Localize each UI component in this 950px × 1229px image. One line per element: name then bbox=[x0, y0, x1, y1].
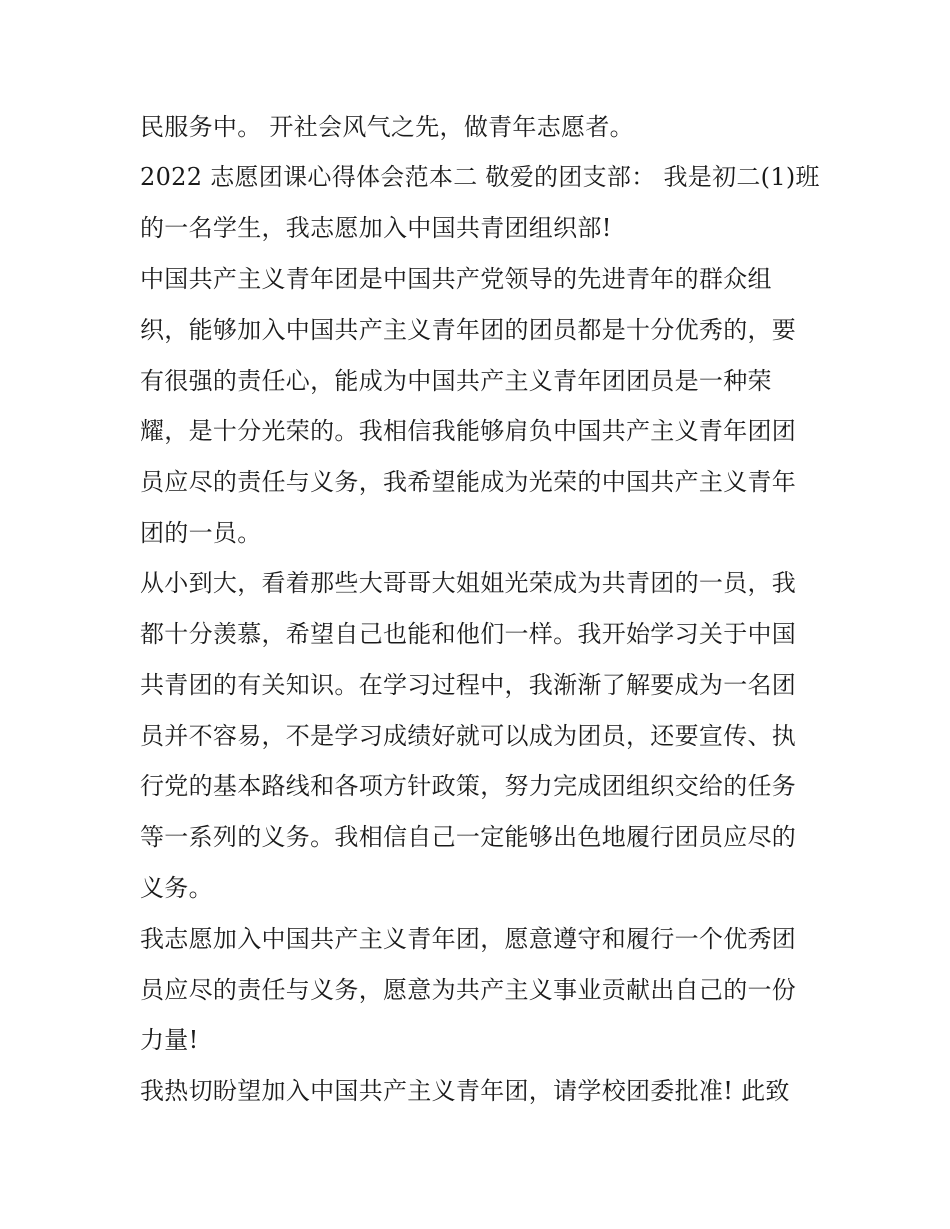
text-line: 行党的基本路线和各项方针政策，努力完成团组织交给的任务 bbox=[140, 772, 797, 800]
text-line: 民服务中。 开社会风气之先，做青年志愿者。 bbox=[140, 113, 634, 141]
text-line: 耀，是十分光荣的。我相信我能够肩负中国共产主义青年团团 bbox=[140, 417, 797, 445]
text-line: 都十分羡慕，希望自己也能和他们一样。我开始学习关于中国 bbox=[140, 620, 797, 648]
text-line: 有很强的责任心，能成为中国共产主义青年团团员是一种荣 bbox=[140, 367, 772, 395]
text-line: 团的一员。 bbox=[140, 519, 262, 547]
text-line: 从小到大，看着那些大哥哥大姐姐光荣成为共青团的一员，我 bbox=[140, 569, 797, 597]
text-line: 员应尽的责任与义务，愿意为共产主义事业贡献出自己的一份 bbox=[140, 976, 797, 1004]
text-line: 员应尽的责任与义务，我希望能成为光荣的中国共产主义青年 bbox=[140, 468, 797, 496]
text-line: 力量! bbox=[140, 1026, 199, 1054]
text-line: 共青团的有关知识。在学习过程中，我渐渐了解要成为一名团 bbox=[140, 671, 797, 699]
text-line: 义务。 bbox=[140, 874, 213, 902]
text-line: 我志愿加入中国共产主义青年团，愿意遵守和履行一个优秀团 bbox=[140, 925, 797, 953]
text-line: 员并不容易，不是学习成绩好就可以成为团员，还要宣传、执 bbox=[140, 722, 797, 750]
text-line: 2022 志愿团课心得体会范本二 敬爱的团支部： 我是初二(1)班 bbox=[140, 163, 820, 191]
text-line: 中国共产主义青年团是中国共产党领导的先进青年的群众组 bbox=[140, 265, 772, 293]
text-line: 等一系列的义务。我相信自己一定能够出色地履行团员应尽的 bbox=[140, 823, 797, 851]
text-line: 织，能够加入中国共产主义青年团的团员都是十分优秀的，要 bbox=[140, 316, 797, 344]
text-line: 的一名学生，我志愿加入中国共青团组织部! bbox=[140, 214, 612, 242]
text-line: 我热切盼望加入中国共产主义青年团，请学校团委批准! 此致 bbox=[140, 1077, 790, 1105]
